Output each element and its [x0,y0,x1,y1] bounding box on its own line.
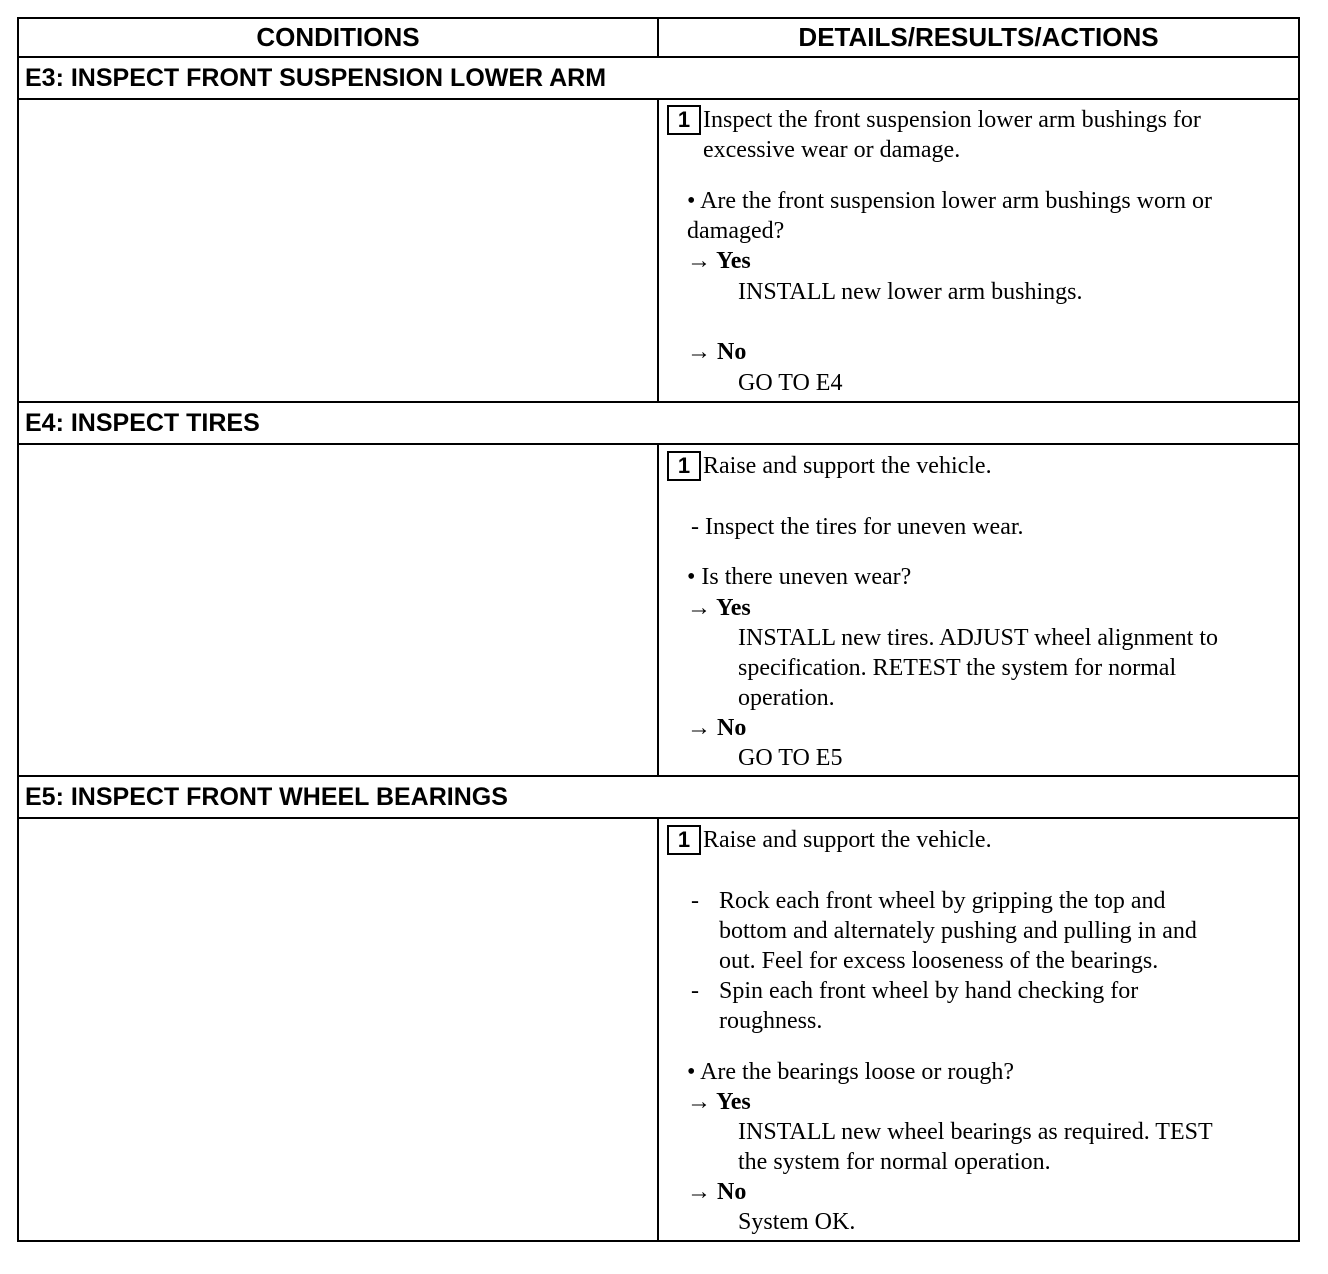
conditions-header: CONDITIONS [19,19,659,56]
yes-label: → Yes [687,595,751,621]
no-label: → No [687,715,747,741]
section-row-e5 [19,819,1298,1240]
sub-step-dash: - [691,978,699,1004]
yes-action: specification. RETEST the system for normal [738,655,1177,681]
sub-step-text: bottom and alternately pushing and pulling in and [719,918,1197,944]
step-number: 1 [667,105,701,135]
yes-action: the system for normal operation. [738,1149,1051,1175]
no-action: GO TO E5 [738,745,843,771]
no-action: System OK. [738,1209,856,1235]
conditions-cell-e3 [19,100,659,401]
step-text: excessive wear or damage. [703,137,961,163]
step-text: Raise and support the vehicle. [703,827,992,853]
yes-label: → Yes [687,1089,751,1115]
step-text: Inspect the front suspension lower arm bushings for [703,107,1201,133]
question-text: • Is there uneven wear? [687,564,912,590]
section-title-e5: E5: INSPECT FRONT WHEEL BEARINGS [19,777,1298,819]
yes-label: → Yes [687,248,751,274]
table-header [19,19,1298,58]
yes-action: INSTALL new tires. ADJUST wheel alignment to [738,625,1219,651]
question-text: damaged? [687,218,785,244]
diagnostic-table [17,17,1300,1242]
details-cell-e5 [659,819,1298,1240]
step-number: 1 [667,825,701,855]
yes-action: INSTALL new lower arm bushings. [738,279,1083,305]
details-cell-e4 [659,445,1298,775]
step-number: 1 [667,451,701,481]
sub-step-text: roughness. [719,1008,823,1034]
no-action: GO TO E4 [738,370,843,396]
step-text: Raise and support the vehicle. [703,453,992,479]
sub-step-text: Spin each front wheel by hand checking for [719,978,1139,1004]
sub-step-text: Rock each front wheel by gripping the top and [719,888,1166,914]
no-label: → No [687,339,747,365]
conditions-cell-e4 [19,445,659,775]
sub-step-text: - Inspect the tires for uneven wear. [691,514,1024,540]
no-label: → No [687,1179,747,1205]
section-title-e4: E4: INSPECT TIRES [19,403,1298,445]
section-title-e3: E3: INSPECT FRONT SUSPENSION LOWER ARM [19,58,1298,100]
details-cell-e3 [659,100,1298,401]
sub-step-dash: - [691,888,699,914]
section-row-e3 [19,100,1298,403]
question-text: • Are the bearings loose or rough? [687,1059,1014,1085]
question-text: • Are the front suspension lower arm bushings worn or [687,188,1212,214]
yes-action: operation. [738,685,835,711]
details-header: DETAILS/RESULTS/ACTIONS [798,22,1159,52]
conditions-cell-e5 [19,819,659,1240]
sub-step-text: out. Feel for excess looseness of the bearings. [719,948,1159,974]
section-row-e4 [19,445,1298,777]
yes-action: INSTALL new wheel bearings as required. TEST [738,1119,1213,1145]
